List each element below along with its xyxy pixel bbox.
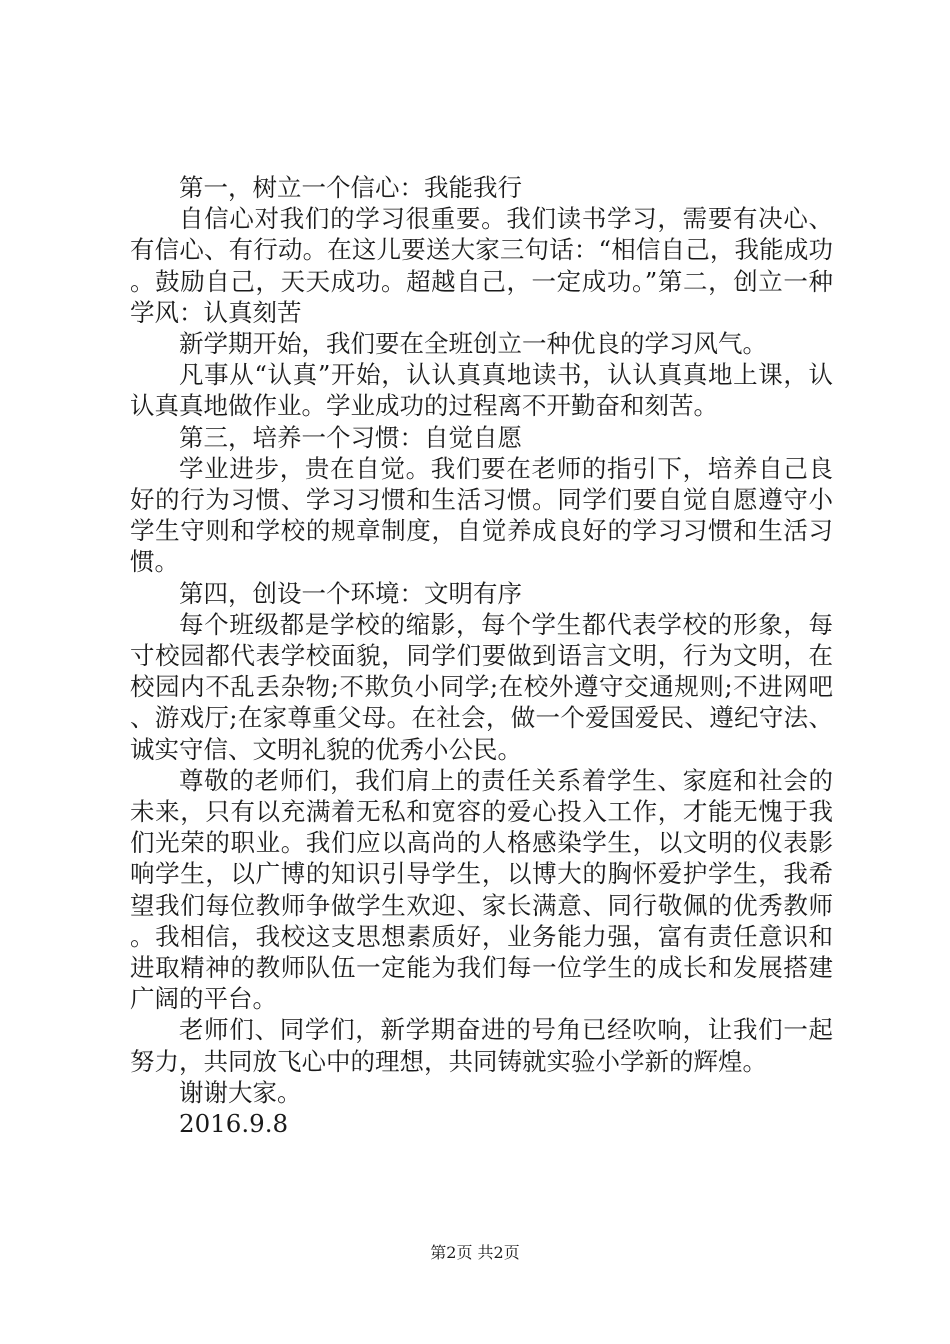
paragraph: 每个班级都是学校的缩影，每个学生都代表学校的形象，每寸校园都代表学校面貌，同学们要做到语言文明，行为文明，在校园内不乱丢杂物;不欺负小同学;在校外遵守交通规则;不进网吧、游戏厅;在家尊重父母。在社会，做一个爱国爱民、遵纪守法、诚实守信、文明礼貌的优秀小公民。: [130, 609, 833, 764]
paragraph: 凡事从“认真”开始，认认真真地读书，认认真真地上课，认认真真地做作业。学业成功的过程离不开勤奋和刻苦。: [130, 360, 833, 421]
closing-thanks: 谢谢大家。: [179, 1077, 302, 1107]
paragraph: 学业进步，贵在自觉。我们要在老师的指引下，培养自己良好的行为习惯、学习习惯和生活习惯。同学们要自觉自愿遵守小学生守则和学校的规章制度，自觉养成良好的学习习惯和生活习惯。: [130, 453, 833, 577]
paragraph: 老师们、同学们，新学期奋进的号角已经吹响，让我们一起努力，共同放飞心中的理想，共同铸就实验小学新的辉煌。: [130, 1015, 833, 1076]
page-footer: 第2页 共2页: [430, 1243, 520, 1262]
paragraph: 尊敬的老师们，我们肩上的责任关系着学生、家庭和社会的未来，只有以充满着无私和宽容的爱心投入工作，才能无愧于我们光荣的职业。我们应以高尚的人格感染学生，以文明的仪表影响学生，以广博的知识引导学生，以博大的胸怀爱护学生，我希望我们每位教师争做学生欢迎、家长满意、同行敬佩的优秀教师。我相信，我校这支思想素质好，业务能力强，富有责任意识和进取精神的教师队伍一定能为我们每一位学生的成长和发展搭建广阔的平台。: [130, 765, 833, 1014]
paragraph: 新学期开始，我们要在全班创立一种优良的学习风气。: [179, 329, 767, 359]
paragraph: 自信心对我们的学习很重要。我们读书学习，需要有决心、有信心、有行动。在这儿要送大家三句话：“相信自己，我能成功。鼓励自己，天天成功。超越自己，一定成功。”第二，创立一种学风：认真刻苦: [130, 204, 833, 327]
document-date: 2016.9.8: [179, 1109, 289, 1139]
paragraph-heading-3: 第三，培养一个习惯：自觉自愿: [179, 422, 522, 452]
paragraph-heading-4: 第四，创设一个环境：文明有序: [179, 578, 522, 608]
paragraph-heading-1: 第一，树立一个信心：我能我行: [179, 173, 522, 202]
document-body: [130, 172, 833, 1139]
